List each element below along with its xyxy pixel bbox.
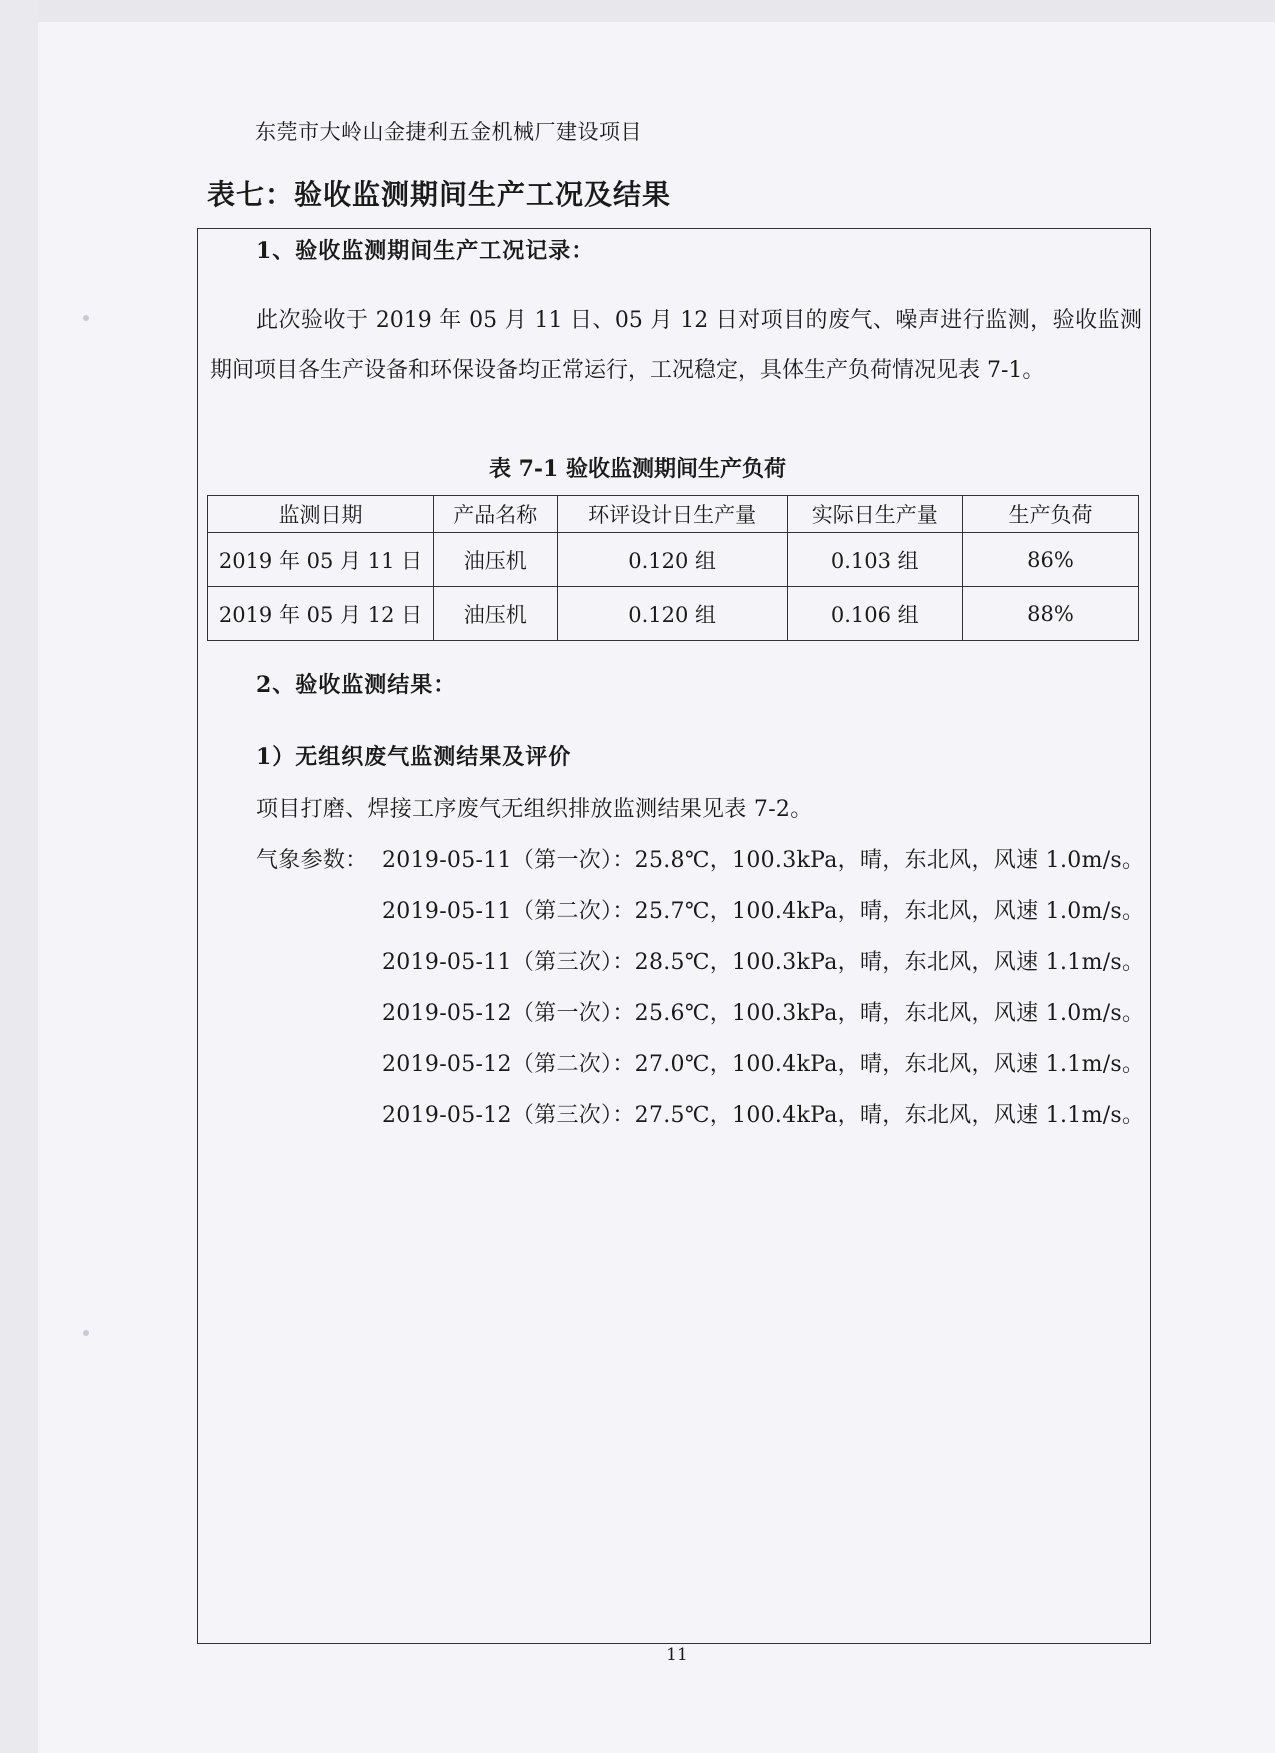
- table-caption: 表 7-1 验收监测期间生产负荷: [488, 456, 787, 482]
- weather-entry: 2019-05-11（第二次）：25.7℃，100.4kPa，晴，东北风，风速 1.0m/s。: [382, 899, 1145, 924]
- punch-hole: [83, 1330, 89, 1336]
- punch-hole: [83, 315, 89, 321]
- content-frame: [197, 228, 1151, 1644]
- table-cell: 2019 年 05 月 12 日: [208, 587, 434, 641]
- weather-entry: 2019-05-12（第二次）：27.0℃，100.4kPa，晴，东北风，风速 1.1m/s。: [382, 1052, 1145, 1077]
- table-header-row: [208, 496, 1139, 533]
- scan-edge: [0, 0, 1275, 22]
- column-header: 环评设计日生产量: [557, 496, 787, 533]
- weather-entry: 2019-05-11（第一次）：25.8℃，100.3kPa，晴，东北风，风速 1.0m/s。: [382, 848, 1145, 873]
- table-cell: 油压机: [433, 533, 557, 587]
- table-cell: 油压机: [433, 587, 557, 641]
- weather-entry: 2019-05-12（第一次）：25.6℃，100.3kPa，晴，东北风，风速 1.0m/s。: [382, 1001, 1145, 1026]
- part1-heading: 1、验收监测期间生产工况记录：: [256, 238, 595, 264]
- scan-edge: [0, 0, 38, 1753]
- table-cell: 0.103 组: [787, 533, 962, 587]
- part2-intro: 项目打磨、焊接工序废气无组织排放监测结果见表 7-2。: [256, 797, 813, 822]
- page-number: 11: [666, 1645, 688, 1665]
- part2-subheading: 1）无组织废气监测结果及评价: [256, 744, 572, 770]
- table-row: [208, 587, 1139, 641]
- table-cell: 0.106 组: [787, 587, 962, 641]
- table-cell: 2019 年 05 月 11 日: [208, 533, 434, 587]
- table-cell: 88%: [962, 587, 1138, 641]
- production-load-table: [207, 495, 1139, 641]
- weather-label: 气象参数：: [256, 848, 368, 873]
- document-header: 东莞市大岭山金捷利五金机械厂建设项目: [255, 120, 642, 144]
- table-cell: 0.120 组: [557, 533, 787, 587]
- weather-entry: 2019-05-11（第三次）：28.5℃，100.3kPa，晴，东北风，风速 1.1m/s。: [382, 950, 1145, 975]
- weather-entry: 2019-05-12（第三次）：27.5℃，100.4kPa，晴，东北风，风速 1.1m/s。: [382, 1103, 1145, 1128]
- column-header: 监测日期: [208, 496, 434, 533]
- table-cell: 86%: [962, 533, 1138, 587]
- part2-heading: 2、验收监测结果：: [256, 672, 457, 698]
- column-header: 生产负荷: [962, 496, 1138, 533]
- column-header: 产品名称: [433, 496, 557, 533]
- table-row: [208, 533, 1139, 587]
- column-header: 实际日生产量: [787, 496, 962, 533]
- part1-paragraph: 此次验收于 2019 年 05 月 11 日、05 月 12 日对项目的废气、噪声进行监测，验收监测期间项目各生产设备和环保设备均正常运行，工况稳定，具体生产负荷情况见表 7-1。: [210, 308, 1142, 383]
- table-cell: 0.120 组: [557, 587, 787, 641]
- section-title: 表七：验收监测期间生产工况及结果: [207, 178, 672, 211]
